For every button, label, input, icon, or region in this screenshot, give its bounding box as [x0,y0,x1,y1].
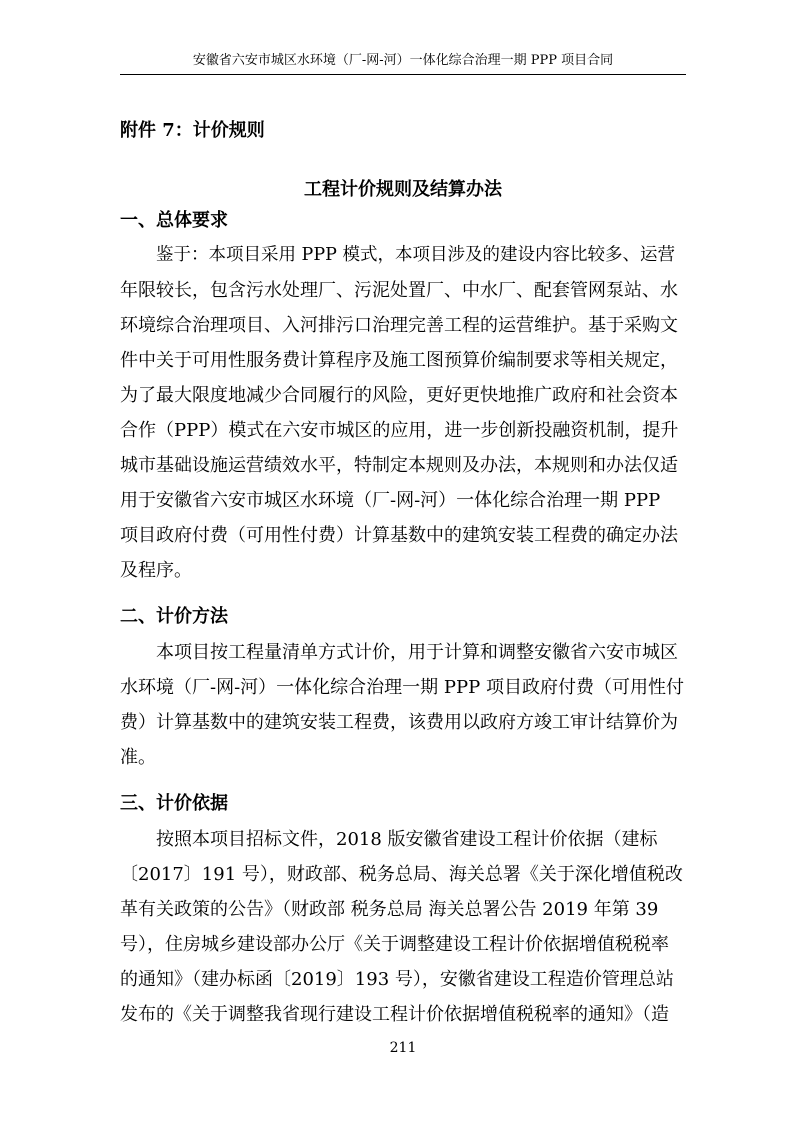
text-line: 费）计算基数中的建筑安装工程费，该费用以政府方竣工审计结算价为 [120,712,678,733]
text-line: 城市基础设施运营绩效水平，特制定本规则及办法，本规则和办法仅适 [120,455,678,476]
text-line: 的通知》（建办标函〔2019〕193 号），安徽省建设工程造价管理总站 [120,969,674,990]
text-line: 准。 [120,747,156,768]
text-line: 用于安徽省六安市城区水环境（厂-网-河）一体化综合治理一期 PPP [120,490,661,511]
text-line: 号），住房城乡建设部办公厅《关于调整建设工程计价依据增值税税率 [120,934,669,955]
text-line: 及程序。 [120,560,192,581]
section-heading: 三、计价依据 [120,793,228,814]
text-line: 为了最大限度地减少合同履行的风险，更好更快地推广政府和社会资本 [120,385,678,406]
page-number: 211 [389,1040,417,1056]
text-line: 按照本项目招标文件，2018 版安徽省建设工程计价依据（建标 [156,829,658,850]
header-rule [120,74,686,75]
document-title: 工程计价规则及结算办法 [304,179,502,200]
attachment-heading: 附件 7：计价规则 [120,120,265,141]
text-line: 年限较长，包含污水处理厂、污泥处置厂、中水厂、配套管网泵站、水 [120,280,678,301]
text-line: 革有关政策的公告》（财政部 税务总局 海关总署公告 2019 年第 39 [120,899,659,920]
text-line: 〔2017〕191 号），财政部、税务总局、海关总署《关于深化增值税改 [120,864,683,885]
text-line: 环境综合治理项目、入河排污口治理完善工程的运营维护。基于采购文 [120,315,678,336]
text-line: 合作（PPP）模式在六安市城区的应用，进一步创新投融资机制，提升 [120,420,679,441]
text-line: 本项目按工程量清单方式计价，用于计算和调整安徽省六安市城区 [156,642,678,663]
section-heading: 一、总体要求 [120,210,228,231]
text-line: 水环境（厂-网-河）一体化综合治理一期 PPP 项目政府付费（可用性付 [120,677,684,698]
text-line: 项目政府付费（可用性付费）计算基数中的建筑安装工程费的确定办法 [120,525,678,546]
running-header: 安徽省六安市城区水环境（厂-网-河）一体化综合治理一期 PPP 项目合同 [192,53,614,68]
text-line: 发布的《关于调整我省现行建设工程计价依据增值税税率的通知》（造 [120,1004,669,1025]
text-line: 鉴于：本项目采用 PPP 模式，本项目涉及的建设内容比较多、运营 [156,245,675,265]
section-heading: 二、计价方法 [120,606,228,627]
text-line: 件中关于可用性服务费计算程序及施工图预算价编制要求等相关规定， [120,350,678,371]
